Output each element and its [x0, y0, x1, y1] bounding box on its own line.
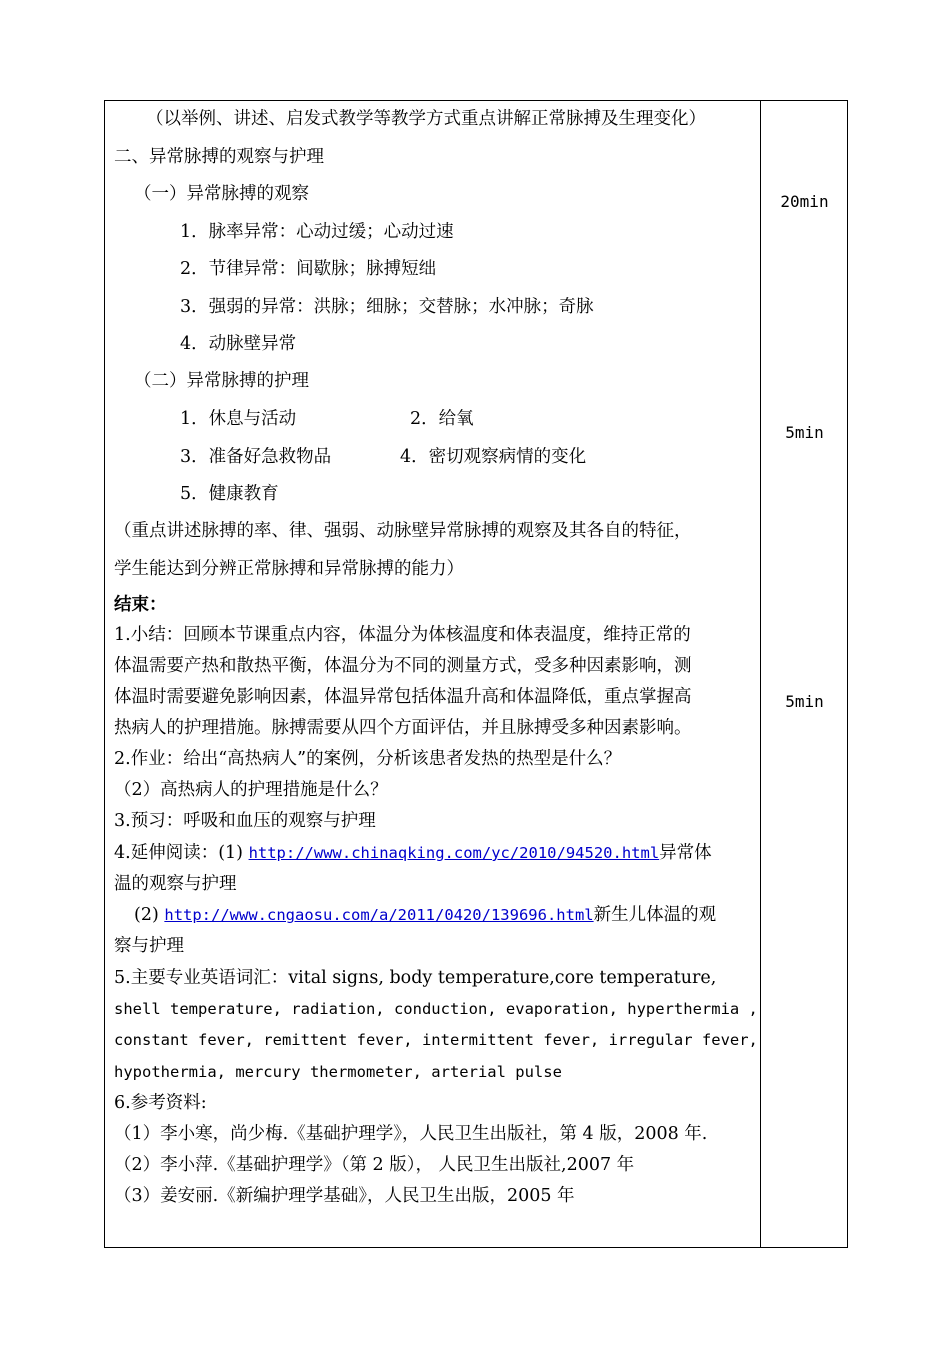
- list-item: 1．休息与活动: [180, 409, 297, 429]
- link-cngaosu[interactable]: http://www.cngaosu.com/a/2011/0420/139696.html: [164, 906, 594, 924]
- list-item: 2．节律异常：间歇脉；脉搏短绌: [180, 259, 437, 279]
- list-item: 4．密切观察病情的变化: [400, 447, 587, 467]
- column-divider: [760, 100, 761, 1248]
- text-line: 1.小结：回顾本节课重点内容，体温分为体核温度和体表温度，维持正常的: [114, 625, 691, 645]
- section-heading: 二、异常脉搏的观察与护理: [114, 147, 324, 167]
- list-item: 3．准备好急救物品: [180, 447, 332, 467]
- text-line: （2）高热病人的护理措施是什么？: [114, 780, 388, 800]
- text-line: 热病人的护理措施。脉搏需要从四个方面评估，并且脉搏受多种因素影响。: [114, 718, 692, 738]
- text-line: 温的观察与护理: [114, 874, 237, 894]
- vocab-line: 5.主要专业英语词汇：vital signs, body temperature,core temperature,: [114, 968, 717, 988]
- vocab-line: constant fever, remittent fever, intermittent fever, irregular fever,: [114, 1031, 758, 1049]
- time-label: 20min: [780, 192, 829, 211]
- vocab-line: hypothermia, mercury thermometer, arterial pulse: [114, 1063, 562, 1081]
- text-line: 学生能达到分辨正常脉搏和异常脉搏的能力）: [114, 559, 464, 579]
- list-item: 3．强弱的异常：洪脉；细脉；交替脉；水冲脉；奇脉: [180, 297, 594, 317]
- text-line: 3.预习：呼吸和血压的观察与护理: [114, 811, 376, 831]
- reference-item: （2）李小萍.《基础护理学》（第 2 版）， 人民卫生出版社,2007 年: [114, 1155, 635, 1175]
- reference-item: （3）姜安丽.《新编护理学基础》，人民卫生出版，2005 年: [114, 1186, 575, 1206]
- subsection-heading: （一）异常脉搏的观察: [134, 184, 309, 204]
- link-chinaqking[interactable]: http://www.chinaqking.com/yc/2010/94520.html: [248, 844, 660, 862]
- text-line: 2.作业：给出“高热病人”的案例，分析该患者发热的热型是什么？: [114, 749, 622, 769]
- subsection-heading: （二）异常脉搏的护理: [134, 371, 309, 391]
- list-item: 5．健康教育: [180, 484, 279, 504]
- reading-suffix: 新生儿体温的观: [593, 905, 717, 925]
- text-line-1: （以举例、讲述、启发式教学等教学方式重点讲解正常脉搏及生理变化）: [146, 109, 706, 129]
- text-line: 体温需要产热和散热平衡，体温分为不同的测量方式，受多种因素影响，测: [114, 656, 692, 676]
- reference-item: （1）李小寒，尚少梅.《基础护理学》，人民卫生出版社，第 4 版，2008 年.: [114, 1124, 708, 1144]
- time-label: 5min: [785, 692, 824, 711]
- list-item: 2．给氧: [410, 409, 474, 429]
- text-line: （重点讲述脉搏的率、律、强弱、动脉壁异常脉搏的观察及其各自的特征，: [114, 521, 692, 541]
- reading-prefix: 4.延伸阅读：(1): [114, 843, 249, 863]
- conclusion-heading: 结束：: [114, 595, 167, 615]
- reading-line-1: [114, 842, 712, 864]
- time-label: 5min: [785, 423, 824, 442]
- references-heading: 6.参考资料:: [114, 1093, 207, 1113]
- list-item: 4．动脉壁异常: [180, 334, 297, 354]
- reading-line-2: [134, 904, 716, 926]
- reading-prefix: (2): [134, 905, 165, 925]
- text-line: 体温时需要避免影响因素，体温异常包括体温升高和体温降低，重点掌握高: [114, 687, 692, 707]
- list-item: 1．脉率异常：心动过缓；心动过速: [180, 222, 454, 242]
- reading-suffix: 异常体: [659, 843, 712, 863]
- vocab-line: shell temperature, radiation, conduction, evaporation, hyperthermia ,: [114, 1000, 758, 1018]
- text-line: 察与护理: [114, 936, 184, 956]
